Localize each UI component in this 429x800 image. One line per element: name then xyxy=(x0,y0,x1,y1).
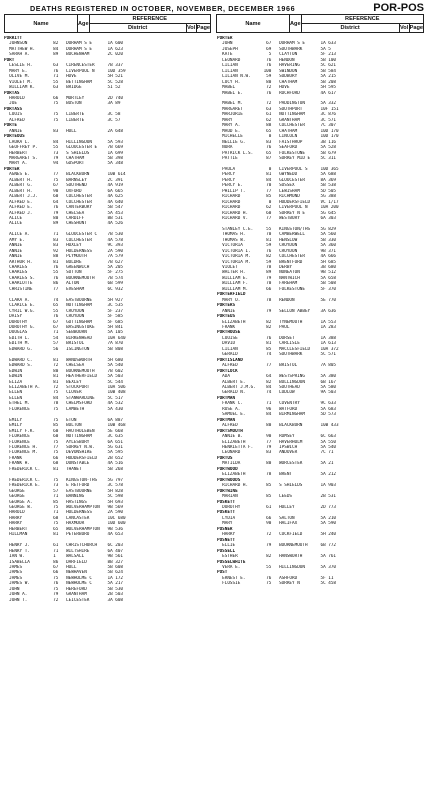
age-header: Age xyxy=(290,15,302,33)
register-entry: ELLEN 75 CLOVER 10B 408 xyxy=(4,390,126,396)
register-entry: JOHN 67 DURHAM S E 1A 633 xyxy=(217,41,336,47)
register-entry: HARRY 72 CUCKFIELD 5H 240 xyxy=(217,532,336,538)
register-entry: LILIAN 85 MACCLESFIELD 10A 372 xyxy=(217,346,339,352)
register-entry: JOHNSON 82 DURHAM S E 1A 600 xyxy=(4,41,123,47)
surname-heading: PORRITT xyxy=(4,36,23,41)
surname-heading: PORTHOUSE xyxy=(217,330,241,336)
register-entry: IAN W. 1 WALSALL 9B 561 xyxy=(4,554,123,560)
register-entry: MARIAN 85 LEEDS 2B 531 xyxy=(217,494,336,500)
register-entry: PATRICK L.S. 65 FOLKESTONE 5B 679 xyxy=(217,150,336,156)
register-entry: STANLEY C.E. 55 KINGSTON/THS 5G 829 xyxy=(217,226,336,232)
register-entry: VIOLET 78 DERBY 3B 680 xyxy=(217,265,336,271)
surname-heading: POSSELWHITE xyxy=(217,559,246,565)
surname-heading: PORTWOODS xyxy=(217,477,241,483)
left-column-header xyxy=(4,14,211,33)
register-entry: ALICE 80 CARDIFF 8B 531 xyxy=(4,215,123,221)
register-entry: CLARICE E. 65 NOTTINGHAM 3C 535 xyxy=(4,303,123,309)
register-entry: HAROLD 71 HOLDERNESS 2A 590 xyxy=(4,510,123,516)
register-entry: PERCY E. 70 SUSSEX 5B 538 xyxy=(217,183,336,189)
section-code: POR-POS xyxy=(373,2,424,14)
register-entry: CHARLOTTE 86 ALTON 6B 599 xyxy=(4,281,123,287)
register-entry: EDITH M. 57 BRISTOL 7A 870 xyxy=(4,341,123,347)
register-entry: RICHARD 85 RICHMOND 5G 388 xyxy=(217,194,336,200)
register-entry: VIOLET M. 55 BETTINGHAM 5C 528 xyxy=(4,79,123,85)
surname-heading: PORTWOOD xyxy=(217,466,238,472)
register-entry: GEORGE 57 EASTBOURNE 5H 828 xyxy=(4,488,123,494)
register-entry: LOUISE 76 DORSET 1A 388 xyxy=(217,335,336,341)
surname-heading: PORTEUS xyxy=(217,314,236,320)
surname-heading: PORTSMOUTH xyxy=(217,428,243,434)
register-entry: LILIAN N.W. 59 SUDBURY 5A 215 xyxy=(217,74,336,80)
register-entry: MARJORIE 61 NOTTINGHAM 3C 876 xyxy=(217,112,336,118)
surname-heading: PORT xyxy=(4,57,15,63)
register-entry: MABEL M. 72 PADDINGTON 5A 332 xyxy=(217,101,336,107)
register-entry: ALICE A. 71 GLOUCESTER C 7B 530 xyxy=(4,232,123,238)
register-entry: ELIZABETH A. 72 STOCKPORT 10A 506 xyxy=(4,385,126,390)
register-entry: OLIVE M. 71 HOVE 5H 521 xyxy=(4,74,123,80)
register-entry: DOROTHY 61 HOLLEY 2D 773 xyxy=(217,504,336,510)
register-entry: DAVID 81 CARLISLE 1A 613 xyxy=(217,341,336,347)
page-header-cell: Page xyxy=(409,25,423,31)
register-entry: RICHARD V. 77 WESTBURY 6A 303 xyxy=(217,215,336,221)
register-entry: ALBERT H. 90 OXFORD 6A 665 xyxy=(4,188,123,194)
register-entry: PERCY 84 GLOUCESTER 8A 369 xyxy=(217,177,336,183)
reference-header: REFERENCE xyxy=(89,15,210,24)
register-entry: LUCY H. 80 CHATHAM 5B 208 xyxy=(217,79,336,85)
register-entry: ETHEL M. 78 CHELMSFORD 4A 532 xyxy=(4,401,123,407)
page-title: DEATHS REGISTERED IN OCTOBER, NOVEMBER, DECEMBER 1966 xyxy=(30,4,296,13)
register-entry: HARRY 75 HAXMOOR 10D 600 xyxy=(4,521,126,527)
register-entry: CHARLES 76 GREENWICH 5A 205 xyxy=(4,265,123,271)
register-entry: VICTORIA 59 CROYDON 5A 360 xyxy=(217,243,336,249)
register-entry: AMY E. 83 COLCHESTER 4A 578 xyxy=(4,237,123,243)
register-entry: MAUD E. 65 CHATHAM 10D 170 xyxy=(217,128,339,134)
register-entry: WILLIAM E. 79 NANTWICH 5A 658 xyxy=(217,275,336,281)
register-entry: EDWIN 81 HEATHERFIELD 5A 503 xyxy=(4,374,123,380)
register-entry: FLORENCE M. 75 DEVONSHIRE 5A 595 xyxy=(4,450,123,456)
left-register-column xyxy=(4,36,211,603)
register-entry: ELLEN 84 STANWARDINE 5C 517 xyxy=(4,395,123,401)
district-header: District xyxy=(89,24,186,33)
register-entry: MARGARET 63 SOUTHPORT 10F 151 xyxy=(217,106,339,112)
register-entry: JOHN T. 72 LEICESTER 3A 608 xyxy=(4,597,123,603)
register-entry: CYRIL W.G. 55 CROYDON 5F 237 xyxy=(4,308,123,314)
register-entry: ALBERT E. 82 BULLINGDON 6B 167 xyxy=(217,379,336,385)
surname-heading: PORTE xyxy=(4,123,17,129)
surname-heading: PORTMAN xyxy=(217,417,236,423)
register-entry: HAROLD 66 MORTLEY 2D 740 xyxy=(4,95,123,101)
register-entry: EMILY 75 ETON 6A 887 xyxy=(4,417,123,423)
register-entry: ALFRED E. 64 COLCHESTER 4A 640 xyxy=(4,199,123,205)
name-header: Name xyxy=(5,15,78,33)
register-entry: EDWIN 80 BOURNEMOUTH 7B 602 xyxy=(4,368,123,374)
register-entry: LILIAN 76 HAVERING 5C 621 xyxy=(217,63,336,69)
register-entry: DOUGLAS 71 SEBBOURN 5A 105 xyxy=(4,330,123,336)
register-entry: RICHARD 0 HUDDERSFIELD VC 1/17 xyxy=(217,199,339,205)
register-entry: JAMES 67 HULL 5B 608 xyxy=(4,564,123,570)
register-entry: PHILIP T. 77 LEWISHAM 5D 505 xyxy=(217,188,336,194)
register-entry: ARTHUR H. 81 BOLDRE 7B 627 xyxy=(4,259,123,265)
page-header-cell: Page xyxy=(196,25,210,31)
register-entry: FLORENCE 60 NOTTINGHAM 3C 635 xyxy=(4,434,123,440)
surname-heading: POSKETT xyxy=(217,510,236,516)
district-header: District xyxy=(301,24,399,33)
register-entry: MICHELLE 0 LINCOLN 10D 170 xyxy=(217,134,339,140)
register-entry: ISABELLA 86 DARFIELD 8B 327 xyxy=(4,559,123,565)
register-entry: EMILY F.K. 60 HAUTHOLEBEN 5E 668 xyxy=(4,428,123,434)
register-entry: FLORENCE H. 77 SURREY N.W. 5G 631 xyxy=(4,444,123,450)
register-entry: ALFRED 77 BRISTOL 7A 805 xyxy=(217,363,336,369)
register-entry: VICTORIA M. 59 BRENTFORD 5H 685 xyxy=(217,259,336,265)
register-entry: LILIAN 100 SWINDON 5B 584 xyxy=(217,68,336,74)
register-entry: CHARLES S. 76 BOURNEMOUTH 7B 574 xyxy=(4,275,123,281)
register-entry: ANNIE 79 SELLON ABBEY 3A 636 xyxy=(217,308,336,314)
register-entry: FREDERICK C. 81 THANET 5B 268 xyxy=(4,466,123,472)
register-entry: MATTHEW H. 84 DURHAM S E 1A 623 xyxy=(4,46,123,52)
surname-heading: PORTMAN xyxy=(217,395,236,401)
register-entry: ALFRED J. 79 CHELSEA 5A 453 xyxy=(4,210,123,216)
register-entry: MARY 62 GRANTHAM 3C 571 xyxy=(217,117,336,123)
register-entry: MABEL E. 76 ROCHFORD 4A 617 xyxy=(217,90,336,96)
register-entry: JOSEPH 69 SOUTHWARK 5A 5 xyxy=(217,46,331,52)
register-entry: FLORENCE 75 LAMBETH 5A 430 xyxy=(4,406,123,412)
register-entry: GEORGE 71 BANNING 5C 598 xyxy=(4,494,123,500)
surname-heading: PORTERS xyxy=(217,303,236,309)
register-entry: ELIZABETH 78 BRENT 5A 212 xyxy=(217,472,336,478)
register-entry: ALFRED 80 BLACKBURN 10B 433 xyxy=(217,423,339,429)
register-entry: MARY A. 94 GOSPORT 5A 348 xyxy=(4,161,123,167)
register-entry: ANNIE 83 HOXLEY 9C 393 xyxy=(4,243,123,249)
surname-heading: PORTLOCK xyxy=(217,368,238,374)
register-entry: FRANK 66 HUDDERSFIELD 2B 652 xyxy=(4,455,123,461)
register-entry: ALFRED 75 LIBERTE 3C 57 xyxy=(4,117,121,123)
register-entry: GERALD 74 SOUTHWARK 5C 571 xyxy=(217,352,336,358)
register-entry: GEOFFREY P. 55 GLOUCESTER E 7B 669 xyxy=(4,145,123,151)
vol-header: Vol xyxy=(399,25,409,31)
register-entry: GEORGE A. 85 HASTINGS 5H 693 xyxy=(4,499,123,505)
register-entry: JOHN A. 79 GRANTHAM 2B 503 xyxy=(4,592,123,598)
register-entry: ELIZA 81 BEXLEY 5C 544 xyxy=(4,379,123,385)
register-entry: MATILDA 80 WORCESTER 5A 21 xyxy=(217,461,334,467)
register-entry: MABEL 72 HOVE 5H 595 xyxy=(217,85,336,91)
register-entry: ALICE 89 CHESHUNT 4A 526 xyxy=(4,221,123,227)
register-entry: HENRIETTA F. 79 IPSWICH 5A 540 xyxy=(217,444,336,450)
surname-heading: PORTUS xyxy=(217,455,233,461)
register-entry: FLORENCE 75 AYLESBURY 6A 651 xyxy=(4,439,123,445)
register-entry: RICHARD H. 85 S SHIELDS 1A 903 xyxy=(217,483,336,489)
register-entry: LEONARD 76 HENDON 5B 100 xyxy=(217,57,336,63)
register-entry: JAMES W. 76 NEWHOLME C 5A 217 xyxy=(4,581,123,587)
right-register-column xyxy=(217,36,424,587)
register-entry: MARY E. 76 LIVERPOOL N 10D 359 xyxy=(4,68,126,74)
register-entry: WILLIAM F. 70 FAREHAM 5B 508 xyxy=(217,281,336,287)
register-entry: AGNES E. 77 BLACKBURN 10B 614 xyxy=(4,172,126,178)
register-entry: LESLIE H. 63 CIRENCESTER 7B 337 xyxy=(4,63,123,69)
register-entry: NELLIE G. 83 FAISTHROP 3B 116 xyxy=(217,139,336,145)
register-entry: MARY 90 HALIFAX 5A 590 xyxy=(217,521,336,527)
register-entry: ANNIE 88 PLYMOUTH 7A 579 xyxy=(4,254,123,260)
register-entry: PAULA 0 LIVERPOOL S 10D 365 xyxy=(217,166,339,172)
register-entry: MARY A. 88 COLCHESTER 7C 307 xyxy=(217,123,336,129)
surname-heading: POSNER xyxy=(217,526,233,532)
register-entry: CHARLES 55 SUTTON 5F 275 xyxy=(4,270,123,276)
register-entry: FLOSSIE 75 SURREY N 5C 458 xyxy=(217,581,336,587)
register-entry: MARY O. 78 RENDON 5E 770 xyxy=(217,297,336,303)
surname-heading: PORTER xyxy=(4,166,20,172)
register-entry: ESTHER 82 HANSWORTH 5A 761 xyxy=(217,554,336,560)
register-entry: PATTIE 87 SURREY MID E 5C 311 xyxy=(217,155,336,161)
register-entry: ANNIE 83 HULL 2A 648 xyxy=(4,128,123,134)
register-entry: ERNEST E. 76 ASHFORD 5F 11 xyxy=(217,575,334,581)
register-entry: CLARA A. 74 EASTBOURNE 5H 927 xyxy=(4,297,123,303)
register-entry: ADA 64 WESTSPRING 5A 380 xyxy=(217,374,336,380)
register-entry: ANNIE B. 90 ROMSEY 6C 663 xyxy=(217,434,336,440)
register-entry: VICTORIA I. 76 CROYDON 9B 371 xyxy=(217,248,336,254)
register-entry: LEONARD 83 ANDOVER 7C 71 xyxy=(217,450,334,456)
surname-heading: POSSELL xyxy=(217,548,236,554)
register-entry: ALBERT G. 67 SOUTHEND 4A 919 xyxy=(4,183,123,189)
register-entry: JOHN 75 HEREFORD 5B 530 xyxy=(4,586,123,592)
register-entry: ELLIE 79 BOURNEMOUTH 6B 772 xyxy=(217,543,336,549)
surname-heading: POST xyxy=(217,570,228,576)
age-header: Age xyxy=(78,15,90,33)
register-entry: JAMES 66 NEWHAVEN 5B 624 xyxy=(4,570,123,576)
register-entry: SAMUEL E. 84 BIRMINGHAM 5D 573 xyxy=(217,412,336,418)
name-header: Name xyxy=(217,15,290,33)
register-entry: EDWARD C. 81 WANDSWORTH 5H 680 xyxy=(4,357,123,363)
surname-heading: PORTAS xyxy=(4,90,20,96)
register-entry: WILLIAM M. 66 FOLKESTONE 5F 370 xyxy=(217,286,336,292)
surname-heading: PORTWINE xyxy=(217,488,238,494)
register-entry: RICHARD 62 LIVERPOOL N 10A 200 xyxy=(217,205,339,211)
register-entry: FRANK C. 71 COVENTRY 9C 633 xyxy=(217,401,336,407)
register-entry: EMILY 85 BOLTON 10B 468 xyxy=(4,423,126,429)
register-entry: ALFRED E. 76 CANTERBURY 5B 547 xyxy=(4,205,123,211)
register-entry: FRANK 82 PAUL 1A 283 xyxy=(217,325,336,331)
register-entry: WALTER H. 89 NUNEATON 9B 512 xyxy=(217,270,336,276)
register-entry: SARAH A. 89 BUCHENHAM 2C 020 xyxy=(4,52,123,58)
register-entry: HARRY 68 LANCASTER 10C 680 xyxy=(4,515,126,521)
register-entry: THOMAS W. 81 HENSLOW 5B 330 xyxy=(217,237,336,243)
register-entry: NORA 76 SEAFORD 5A 528 xyxy=(217,145,336,151)
register-entry: GERALD N. 74 LUDLOW 9A 503 xyxy=(217,390,336,396)
surname-heading: PORTASS xyxy=(4,106,23,112)
register-entry: ELIZABETH 77 HAVERHOLM 5A 550 xyxy=(217,439,336,445)
register-entry: EDWARD G. 56 ISLINGTON 5B 808 xyxy=(4,346,123,352)
right-column-header xyxy=(216,14,424,33)
reference-header: REFERENCE xyxy=(301,15,423,24)
register-entry: LAURA L. 84 HILLINGDON 5A 593 xyxy=(4,139,123,145)
surname-heading: POSNETT xyxy=(217,537,236,543)
register-entry: JOE 75 BOSTON 3A 89 xyxy=(4,101,121,107)
register-entry: FRANK H. 68 DUNSTABLE 4A 516 xyxy=(4,461,123,467)
register-entry: ALBERT H. 75 BARNSLEY 2C 391 xyxy=(4,177,123,183)
register-entry: HERBERT 65 WOLVERHAMPTON 9B 536 xyxy=(4,526,123,532)
register-entry: PERCY 81 GWYNEDD 5A 688 xyxy=(217,172,336,178)
register-entry: VICTORIA M. 82 COLCHESTER 4A 666 xyxy=(217,254,336,260)
surname-heading: POSKETT xyxy=(217,499,236,505)
register-entry: HENRY T. 71 WILTSHIRE 6A 407 xyxy=(4,548,123,554)
register-entry: KATE 5 CLAYTON 5F 213 xyxy=(217,52,336,58)
register-entry: VERA E. 55 HILLINGDON 5A 370 xyxy=(217,564,336,570)
register-entry: ALBERT J.M.G. 84 SOUTHEAD 5A 580 xyxy=(217,385,336,390)
register-entry: FREDERICK E. 73 E RETFORD 3C 578 xyxy=(4,483,123,489)
register-entry: JAMES 75 NEWHOLME C 1A 172 xyxy=(4,575,123,581)
register-entry: EDWARD S. 72 CHELSEA 5A 540 xyxy=(4,363,123,369)
register-entry: LOUIS 75 LIBERTE 3C 58 xyxy=(4,112,121,118)
register-entry: CHRISTINE 77 EVESHAM 6C 932 xyxy=(4,286,123,292)
page-header xyxy=(4,2,424,14)
register-entry: DAISY 76 CROYDON 5F 585 xyxy=(4,314,123,320)
register-entry: LYDIA 66 SALTON 5A 210 xyxy=(217,515,336,521)
register-entry: HENRY J. 61 CHRISTCHURCH 6C 203 xyxy=(4,543,123,549)
register-entry: ANNIE 92 HOLDERNESS 2A 590 xyxy=(4,248,123,254)
register-entry: HILLMAN 81 PETERBORO 4A 653 xyxy=(4,532,123,538)
register-entry: HERBERT 73 S SHIELDS 1A 699 xyxy=(4,150,123,156)
surname-heading: PORTEOUS xyxy=(4,134,25,140)
register-entry: FREDERICK C. 75 KINGSTON-THS 5G 797 xyxy=(4,477,123,483)
register-entry: DOROTHY 67 GOTTINGHAM 5F 685 xyxy=(4,319,123,325)
surname-heading: PORTISLAND xyxy=(217,357,243,363)
register-entry: ROSE A. 96 WATFORD 5A 683 xyxy=(217,406,336,412)
register-entry: WILLIAM K. 63 BRIDGE 5I 52 xyxy=(4,85,121,91)
register-entry: ALBERT J.J. 60 COLCHESTER 4A 625 xyxy=(4,194,123,200)
vol-header: Vol xyxy=(186,25,196,31)
register-entry: DOROTHY G. 67 BASINGSTOKE 5H 841 xyxy=(4,325,123,331)
register-entry: RICHARD H. 60 SURREY N E 5G 645 xyxy=(217,210,336,216)
register-entry: MARGARET S. 79 CHATHAM 5B 398 xyxy=(4,155,123,161)
surname-heading: PORTERFIELD xyxy=(217,292,246,298)
surname-heading: PORTER xyxy=(217,36,233,41)
register-entry: ELIZABETH 82 TYNEMOUTH 1A 553 xyxy=(217,319,336,325)
register-entry: THOMAS H. 70 CAMBERWELL 5A 560 xyxy=(217,232,336,238)
register-entry: EDITH L. 54 BIRKENHEAD 10A 640 xyxy=(4,335,126,341)
register-entry: GEORGE W. 75 WOLVERHAMPTON 9B 569 xyxy=(4,504,123,510)
